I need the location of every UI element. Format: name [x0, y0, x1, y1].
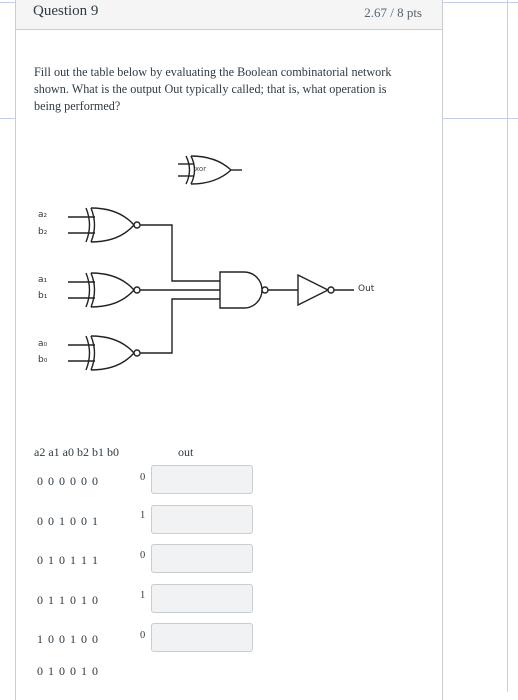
output-column-header: out: [178, 445, 194, 459]
question-points: 2.67 / 8 pts: [364, 5, 422, 20]
question-header: [16, 0, 442, 30]
legend-xor-gate: [178, 156, 242, 184]
answer-input[interactable]: [151, 623, 253, 652]
table-row-bits: 0 0 1 0 0 1: [37, 514, 99, 528]
answer-value: 1: [140, 590, 146, 601]
answer-value: 0: [140, 472, 146, 483]
input-label-a0: a₀: [38, 339, 48, 349]
circuit-svg: [16, 140, 436, 380]
answer-value: 0: [140, 630, 146, 641]
input-label-b0: b₀: [38, 355, 48, 365]
table-row-bits: 1 0 0 1 0 0: [37, 632, 99, 646]
xor-legend-label: xor: [195, 165, 207, 173]
input-label-a2: a₂: [38, 210, 48, 220]
table-row-bits: 0 1 0 1 1 1: [37, 553, 99, 567]
inputs-column-header: a2 a1 a0 b2 b1 b0: [34, 445, 119, 459]
not-gate: [298, 275, 354, 305]
xnor-gate-3: [68, 336, 140, 370]
input-label-b1: b₁: [38, 291, 48, 301]
question-card: [15, 0, 443, 700]
answer-input[interactable]: [151, 465, 253, 494]
xnor-gate-2: [68, 273, 140, 307]
answer-input[interactable]: [151, 544, 253, 573]
nand-gate: [220, 272, 298, 308]
output-label: Out: [358, 284, 375, 294]
input-label-a1: a₁: [38, 275, 48, 285]
input-label-b2: b₂: [38, 227, 48, 237]
xnor-gate-1: [68, 208, 140, 242]
guide-line-right: [507, 0, 508, 692]
answer-input[interactable]: [151, 584, 253, 613]
table-row-bits: 0 1 0 0 1 0: [37, 664, 99, 678]
answer-value: 1: [140, 510, 146, 521]
question-text: Fill out the table below by evaluating the Boolean combinatorial network shown. What is the output Out typically called; that is, what operation is being performed?: [34, 65, 392, 113]
question-title: Question 9: [33, 3, 99, 19]
table-row-bits: 0 0 0 0 0 0: [37, 474, 99, 488]
circuit-diagram: [16, 140, 436, 385]
table-row-bits: 0 1 1 0 1 0: [37, 593, 99, 607]
answer-input[interactable]: [151, 505, 253, 534]
answer-value: 0: [140, 550, 146, 561]
